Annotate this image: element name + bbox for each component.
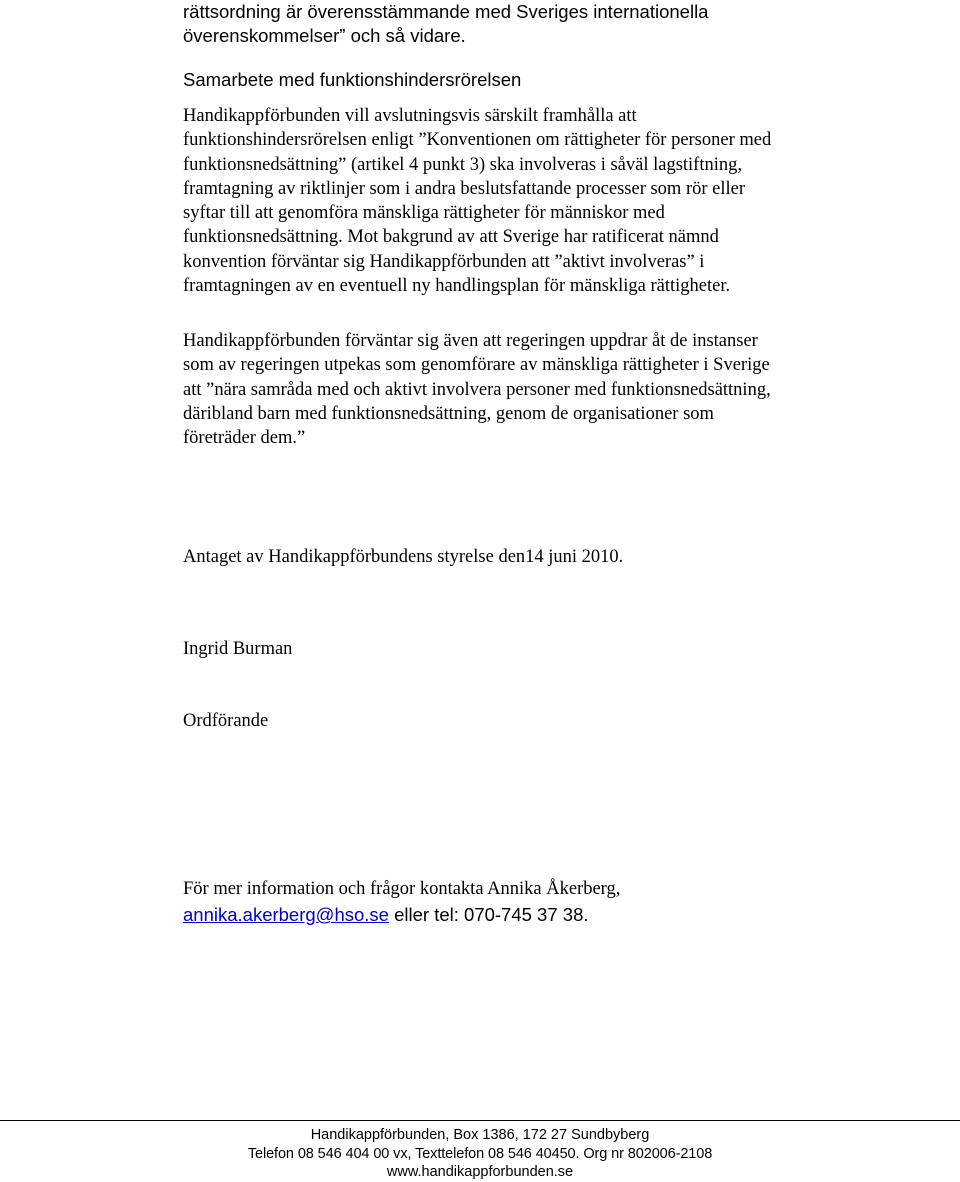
contact-info <box>183 877 803 929</box>
contact-email-link[interactable]: annika.akerberg@hso.se <box>183 904 389 925</box>
section-heading: Samarbete med funktionshindersrörelsen <box>183 69 522 90</box>
contact-phone: eller tel: 070-745 37 38. <box>388 904 589 925</box>
footer-website: www.handikappforbunden.se <box>386 1164 574 1180</box>
intro-text <box>183 0 803 48</box>
adoption-statement: Antaget av Handikappförbundens styrelse den14 juni 2010. <box>183 547 624 567</box>
paragraph-government-expectation: Handikappförbunden förväntar sig även att regeringen uppdrar åt de instanser som av regeringen utpekas som genomförare av mänskliga rättigheter i Sverige att ”nära samråda med och aktivt involvera personer med funktionsnedsättning, däribland barn med funktionsnedsättning, genom de organisationer som företräder dem.” <box>183 331 771 449</box>
footer-address: Handikappförbunden, Box 1386, 172 27 Sundbyberg <box>310 1127 650 1143</box>
footer <box>0 1126 960 1182</box>
intro-line-1: rättsordning är överensstämmande med Sveriges internationella <box>183 1 709 22</box>
intro-line-2: överenskommelser” och så vidare. <box>183 25 466 46</box>
paragraph-collaboration: Handikappförbunden vill avslutningsvis särskilt framhålla att funktionshindersrörelsen enligt ”Konventionen om rättigheter för personer med funktionsnedsättning” (artikel 4 punkt 3) ska involveras i såväl lagstiftning, framtagning av riktlinjer som i andra beslutsfattande processer som rör eller syftar till att genomföra mänskliga rättigheter för människor med funktionsnedsättning. Mot bakgrund av att Sverige har ratificerat nämnd konvention förväntar sig Handikappförbunden att ”aktivt involveras” i framtagningen av en eventuell ny handlingsplan för mänskliga rättigheter. <box>183 106 772 297</box>
footer-phone-org: Telefon 08 546 404 00 vx, Texttelefon 08 546 40450. Org nr 802006-2108 <box>247 1145 713 1162</box>
footer-divider <box>0 1120 960 1121</box>
signer-name: Ingrid Burman <box>183 639 293 659</box>
contact-text: För mer information och frågor kontakta Annika Åkerberg, <box>183 879 621 899</box>
signer-role: Ordförande <box>183 711 269 731</box>
